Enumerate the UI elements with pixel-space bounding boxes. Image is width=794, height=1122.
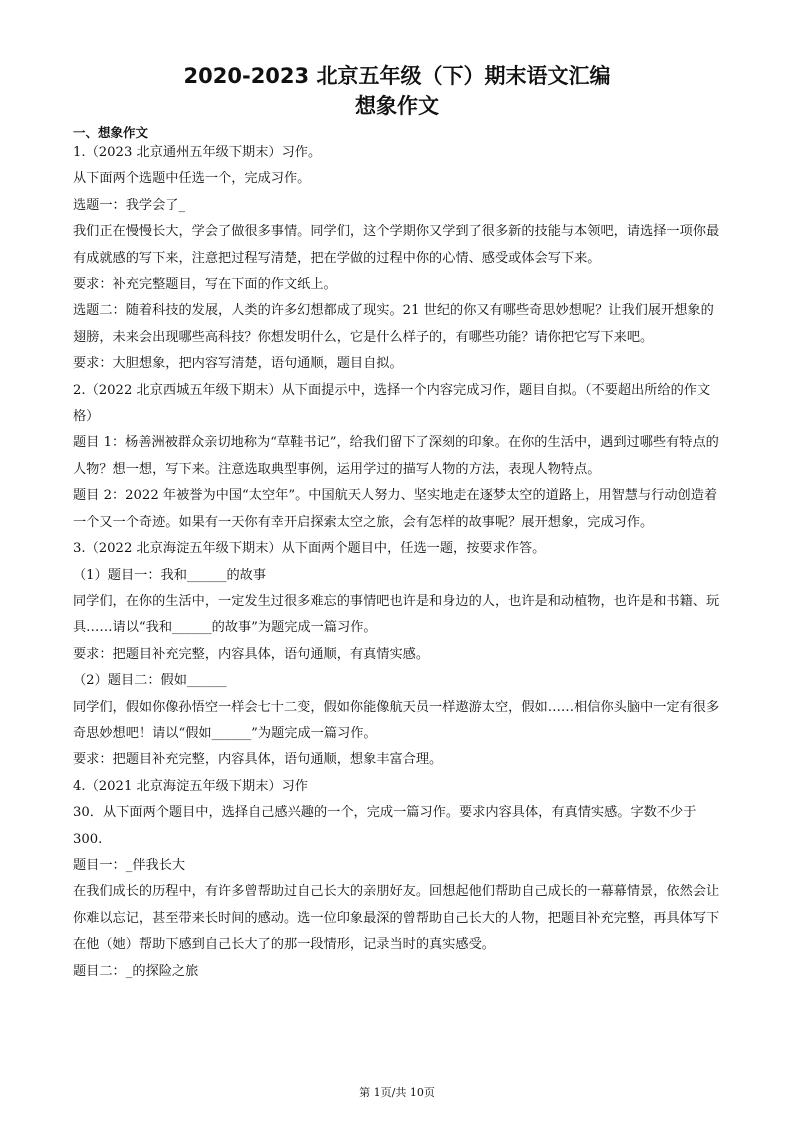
paragraph: 在我们成长的历程中，有许多曾帮助过自己长大的亲朋好友。回想起他们帮助自己成长的一幕幕情景，依然会让你难以忘记，甚至带来长时间的感动。选一位印象最深的曾帮助自己长大的人物，把题目补充完整，再具体写下在他（她）帮助下感到自己长大了的那一段情形，记录当时的真实感受。 bbox=[73, 884, 720, 953]
document-subtitle: 想象作文 bbox=[355, 94, 439, 118]
paragraph: 要求：补充完整题目，写在下面的作文纸上。 bbox=[73, 277, 337, 293]
paragraph: 1.（2023 北京通州五年级下期末）习作。 bbox=[73, 145, 322, 160]
paragraph: （2）题目二：假如______ bbox=[73, 673, 227, 689]
paragraph: 题目 1：杨善洲被群众亲切地称为“草鞋书记”，给我们留下了深刻的印象。在你的生活中，遇到过哪些有特点的人物？想一想，写下来。注意选取典型事例，运用学过的描写人物的方法，表现人物特点。 bbox=[73, 435, 719, 477]
paragraph: 要求：把题目补充完整，内容具体，语句通顺，想象丰富合理。 bbox=[73, 752, 443, 768]
paragraph: 题目 2：2022 年被誉为中国“太空年”。中国航天人努力、坚实地走在逐梦太空的道路上，用智慧与行动创造着一个又一个奇迹。如果有一天你有幸开启探索太空之旅，会有怎样的故事呢？展开想象，完成习作。 bbox=[73, 488, 718, 530]
paragraph: （1）题目一：我和______的故事 bbox=[73, 567, 267, 583]
paragraph: 选题一：我学会了_ bbox=[73, 197, 186, 213]
paragraph: 2.（2022 北京西城五年级下期末）从下面提示中，选择一个内容完成习作，题目自拟。（不要超出所给的作文格） bbox=[73, 382, 711, 425]
document-body bbox=[73, 140, 723, 985]
paragraph: 从下面两个选题中任选一个，完成习作。 bbox=[73, 171, 311, 187]
paragraph: 30．从下面两个题目中，选择自己感兴趣的一个，完成一篇习作。要求内容具体，有真情实感。字数不少于 300. bbox=[73, 805, 697, 847]
paragraph: 要求：大胆想象，把内容写清楚，语句通顺，题目自拟。 bbox=[73, 356, 403, 372]
paragraph: 题目一：_伴我长大 bbox=[73, 857, 186, 873]
paragraph: 同学们，假如你像孙悟空一样会七十二变，假如你能像航天员一样遨游太空，假如……相信你头脑中一定有很多奇思妙想吧！请以“假如______”为题完成一篇习作。 bbox=[73, 699, 720, 741]
paragraph: 我们正在慢慢长大，学会了做很多事情。同学们，这个学期你又学到了很多新的技能与本领吧，请选择一项你最有成就感的写下来，注意把过程写清楚，把在学做的过程中你的心情、感受或体会写下来。 bbox=[73, 224, 720, 266]
page-number: 第 1页/共 10页 bbox=[359, 1086, 435, 1099]
paragraph: 4.（2021 北京海淀五年级下期末）习作 bbox=[73, 778, 308, 794]
paragraph: 要求：把题目补充完整，内容具体，语句通顺，有真情实感。 bbox=[73, 646, 430, 662]
paragraph: 题目二：_的探险之旅 bbox=[73, 963, 199, 979]
section-heading: 一、想象作文 bbox=[73, 125, 149, 140]
paragraph: 选题二：随着科技的发展，人类的许多幻想都成了现实。21 世纪的你又有哪些奇思妙想呢？让我们展开想象的翅膀，未来会出现哪些高科技？你想发明什么，它是什么样子的，有哪些功能？请你把它写下来吧。 bbox=[73, 303, 714, 345]
paragraph: 3.（2022 北京海淀五年级下期末）从下面两个题目中，任选一题，按要求作答。 bbox=[73, 541, 546, 557]
paragraph: 同学们，在你的生活中，一定发生过很多难忘的事情吧也许是和身边的人，也许是和动植物，也许是和书籍、玩具……请以“我和______的故事”为题完成一篇习作。 bbox=[73, 593, 720, 636]
document-title: 2020-2023 北京五年级（下）期末语文汇编 bbox=[183, 64, 611, 88]
